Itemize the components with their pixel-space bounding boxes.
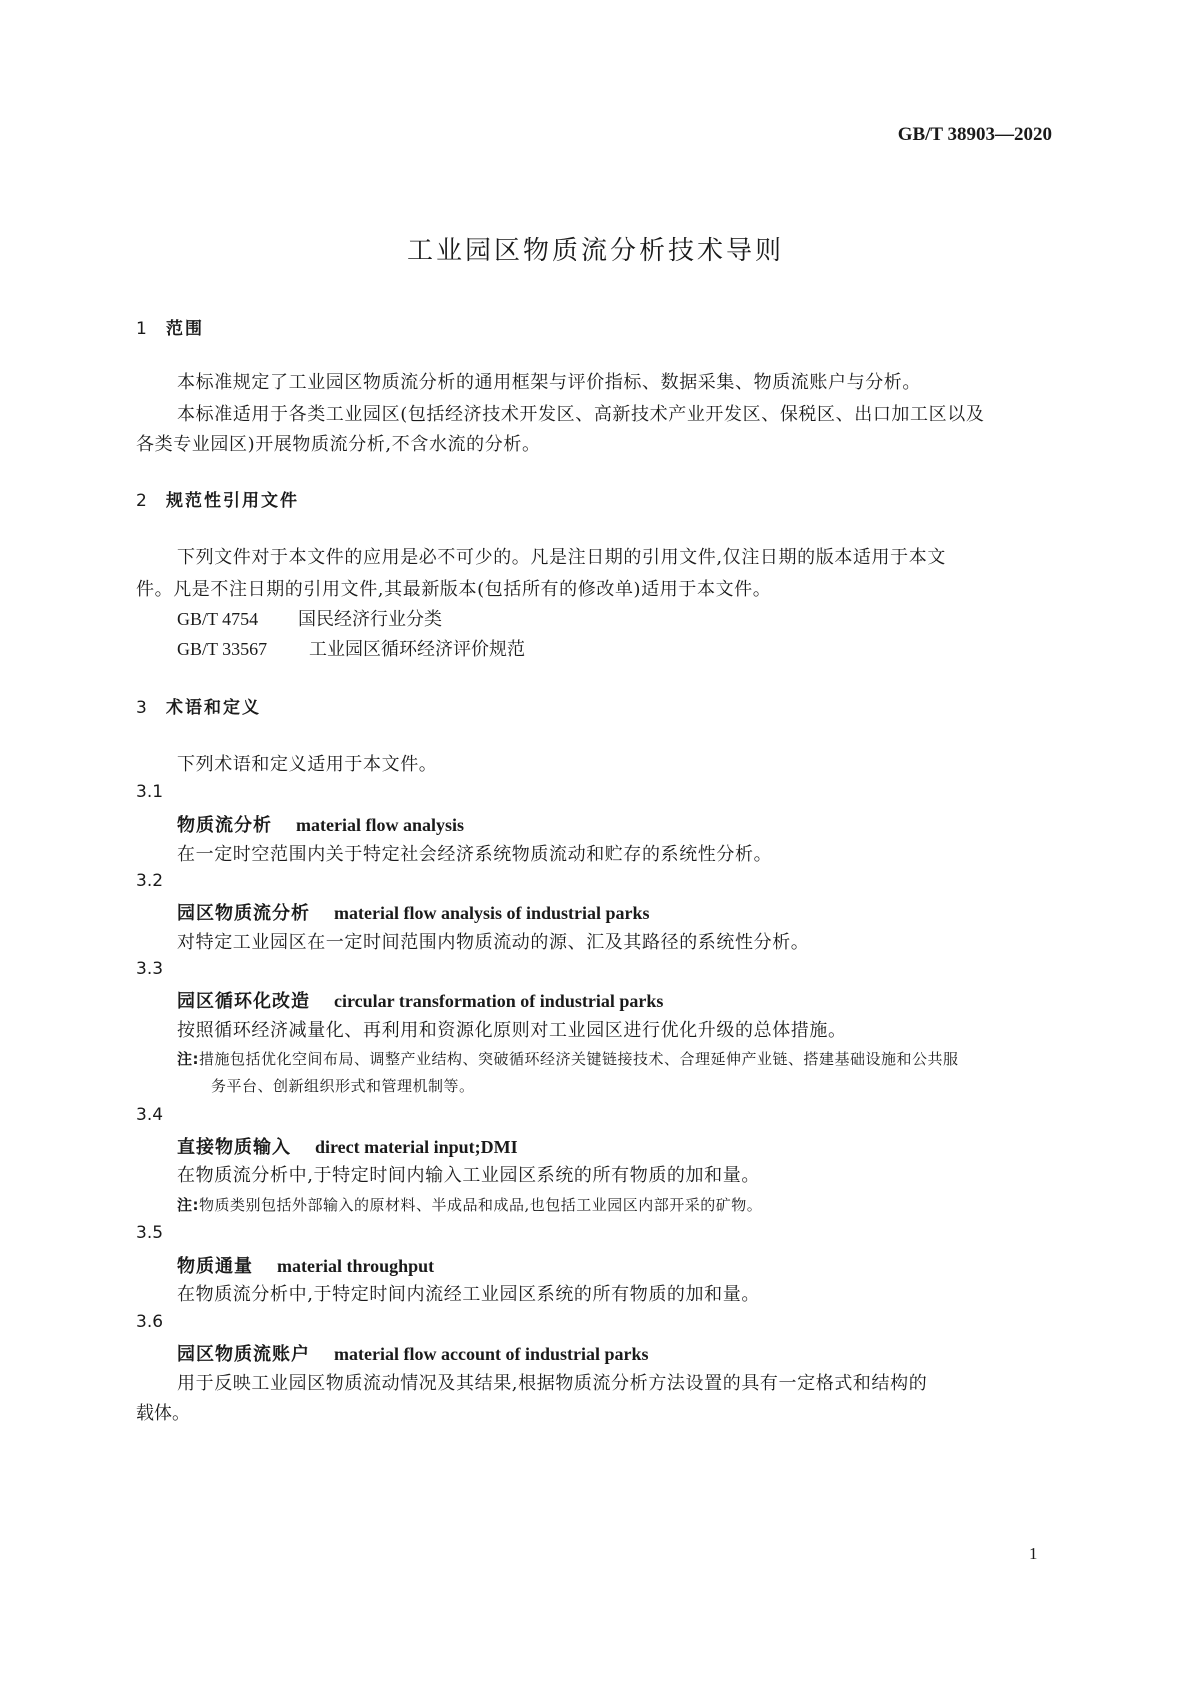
term-number: 3.3 [136,959,164,979]
term-number: 3.5 [136,1223,164,1243]
note-label: 注: [177,1050,199,1068]
note [177,1194,762,1215]
term-definition: 按照循环经济减量化、再利用和资源化原则对工业园区进行优化升级的总体措施。 [177,1020,847,1041]
term-number: 3.2 [136,871,164,891]
reference-code: GB/T 33567 [177,639,268,659]
paragraph: 各类专业园区)开展物质流分析,不含水流的分析。 [136,434,541,455]
note [177,1048,959,1069]
reference-code: GB/T 4754 [177,609,259,629]
section-title: 术语和定义 [166,698,261,718]
term-definition: 在物质流分析中,于特定时间内输入工业园区系统的所有物质的加和量。 [177,1165,760,1186]
term-zh: 园区物质流分析 [177,903,310,924]
section-1-heading [136,314,204,339]
term-zh: 园区循环化改造 [177,991,310,1012]
term-en: material throughput [277,1256,435,1276]
term-number: 3.4 [136,1105,164,1125]
note-text: 物质类别包括外部输入的原材料、半成品和成品,也包括工业园区内部开采的矿物。 [199,1196,763,1214]
section-3-heading [136,693,261,718]
document-title: 工业园区物质流分析技术导则 [406,236,784,266]
term-definition: 在一定时空范围内关于特定社会经济系统物质流动和贮存的系统性分析。 [177,844,773,865]
standard-code: GB/T 38903—2020 [897,124,1052,145]
reference-title: 国民经济行业分类 [298,609,442,630]
note-continuation: 务平台、创新组织形式和管理机制等。 [211,1077,475,1095]
term-heading [177,811,464,837]
term-zh: 园区物质流账户 [177,1344,310,1365]
section-number: 2 [136,491,147,511]
reference-entry [177,635,525,661]
term-en: material flow analysis of industrial parks [334,903,650,923]
term-zh: 直接物质输入 [177,1137,291,1158]
term-heading [177,899,650,925]
section-2-heading [136,486,299,511]
term-heading [177,987,663,1013]
page-number: 1 [1029,1544,1038,1563]
term-definition-continuation: 载体。 [136,1403,190,1424]
note-text: 措施包括优化空间布局、调整产业结构、突破循环经济关键链接技术、合理延伸产业链、搭建基础设施和公共服 [199,1050,959,1068]
section-title: 规范性引用文件 [166,491,299,511]
term-en: material flow account of industrial parks [334,1344,649,1364]
section-number: 3 [136,698,147,718]
note-label: 注: [177,1196,199,1214]
reference-title: 工业园区循环经济评价规范 [309,639,525,660]
term-number: 3.6 [136,1312,164,1332]
paragraph: 件。凡是不注日期的引用文件,其最新版本(包括所有的修改单)适用于本文件。 [136,579,772,600]
term-en: circular transformation of industrial parks [334,991,664,1011]
section-number: 1 [136,319,147,339]
term-definition: 对特定工业园区在一定时间范围内物质流动的源、汇及其路径的系统性分析。 [177,932,810,953]
term-number: 3.1 [136,782,164,802]
paragraph: 本标准规定了工业园区物质流分析的通用框架与评价指标、数据采集、物质流账户与分析。 [177,372,921,393]
term-heading [177,1252,434,1278]
paragraph: 下列文件对于本文件的应用是必不可少的。凡是注日期的引用文件,仅注日期的版本适用于本文 [177,547,946,568]
term-en: direct material input;DMI [315,1137,518,1157]
term-heading [177,1340,649,1366]
paragraph: 下列术语和定义适用于本文件。 [177,754,438,775]
term-zh: 物质通量 [177,1256,253,1277]
section-title: 范围 [166,319,204,339]
term-definition: 在物质流分析中,于特定时间内流经工业园区系统的所有物质的加和量。 [177,1284,760,1305]
term-zh: 物质流分析 [177,815,272,836]
term-definition: 用于反映工业园区物质流动情况及其结果,根据物质流分析方法设置的具有一定格式和结构的 [177,1373,928,1394]
paragraph: 本标准适用于各类工业园区(包括经济技术开发区、高新技术产业开发区、保税区、出口加工区以及 [177,404,985,425]
reference-entry [177,605,442,631]
term-en: material flow analysis [296,815,464,835]
term-heading [177,1133,518,1159]
